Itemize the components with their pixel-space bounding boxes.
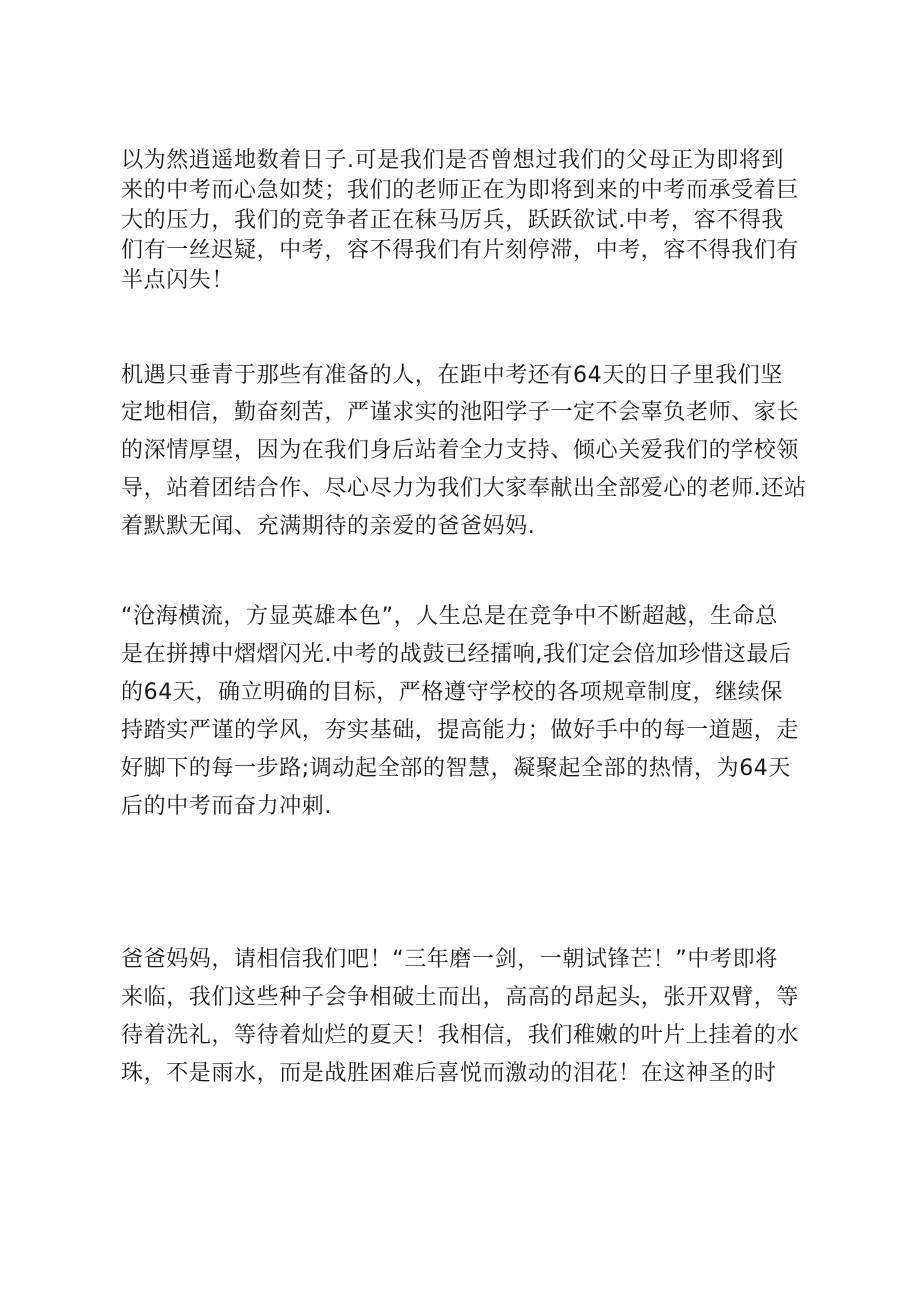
- paragraph-3: [121, 598, 801, 826]
- text-line: 们有一丝迟疑，中考，容不得我们有片刻停滞，中考，容不得我们有: [121, 238, 800, 263]
- paragraph-4: [121, 941, 801, 1093]
- text-line: 着默默无闻、充满期待的亲爱的爸爸妈妈.: [121, 514, 536, 539]
- text-line: 的64天，确立明确的目标，严格遵守学校的各项规章制度，继续保: [121, 680, 783, 705]
- text-line: 珠，不是雨水，而是战胜困难后喜悦而激动的泪花！在这神圣的时: [121, 1061, 777, 1086]
- text-line: 爸爸妈妈，请相信我们吧！“三年磨一剑，一朝试锋芒！”中考即将: [121, 947, 778, 972]
- text-line: 来的中考而心急如焚；我们的老师正在为即将到来的中考而承受着巨: [121, 178, 800, 203]
- text-line: 定地相信，勤奋刻苦，严谨求实的池阳学子一定不会辜负老师、家长: [121, 400, 800, 425]
- text-line: 机遇只垂青于那些有准备的人，在距中考还有64天的日子里我们坚: [121, 363, 783, 388]
- text-line: 待着洗礼，等待着灿烂的夏天！我相信，我们稚嫩的叶片上挂着的水: [121, 1023, 800, 1048]
- text-line: 导，站着团结合作、尽心尽力为我们大家奉献出全部爱心的老师.还站: [121, 476, 807, 501]
- text-line: “沧海横流，方显英雄本色”，人生总是在竞争中不断超越，生命总: [121, 604, 778, 629]
- paragraph-2: [121, 358, 807, 546]
- text-line: 持踏实严谨的学风，夯实基础，提高能力；做好手中的每一道题，走: [121, 718, 800, 743]
- paragraph-1: [121, 146, 801, 296]
- text-line: 后的中考而奋力冲刺.: [121, 794, 332, 819]
- text-line: 的深情厚望，因为在我们身后站着全力支持、倾心关爱我们的学校领: [121, 438, 800, 463]
- text-line: 来临，我们这些种子会争相破土而出，高高的昂起头，张开双臂，等: [121, 985, 800, 1010]
- text-line: 半点闪失！: [121, 268, 235, 293]
- text-line: 以为然逍遥地数着日子.可是我们是否曾想过我们的父母正为即将到: [121, 148, 784, 173]
- text-line: 大的压力，我们的竞争者正在秣马厉兵，跃跃欲试.中考，容不得我: [121, 208, 784, 233]
- text-line: 是在拼搏中熠熠闪光.中考的战鼓已经擂响,我们定会倍加珍惜这最后: [121, 642, 792, 667]
- text-line: 好脚下的每一步路;调动起全部的智慧，凝聚起全部的热情，为64天: [121, 756, 792, 781]
